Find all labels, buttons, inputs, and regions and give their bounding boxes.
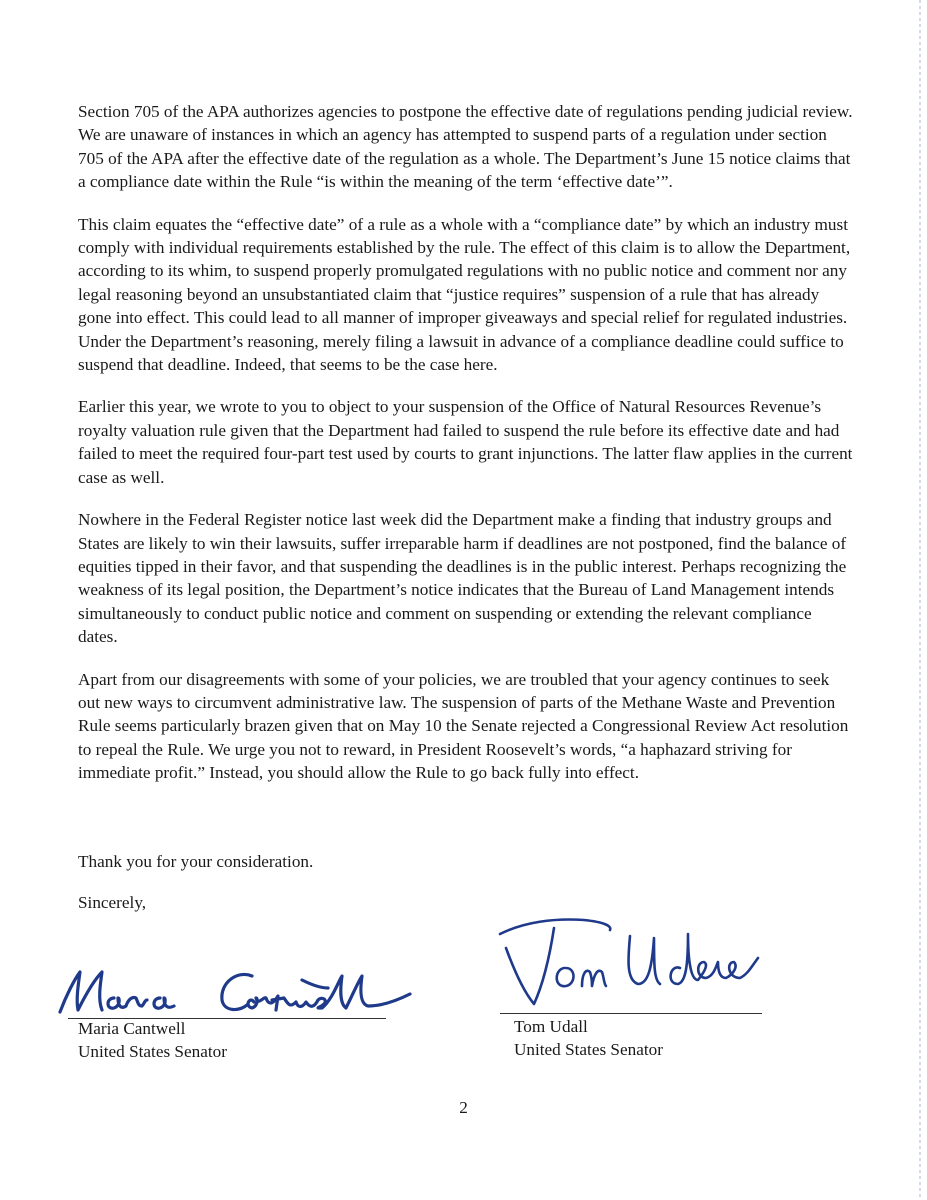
signer-title-cantwell: United States Senator	[78, 1042, 227, 1061]
signer-name-udall: Tom Udall	[514, 1017, 588, 1036]
paragraph-administrative-law: Apart from our disagreements with some of your policies, we are troubled that your agency continues to seek out new ways to circumvent administrative law. The suspension of parts of the Methane Waste and Prevention Rule seems particularly brazen given that on May 10 the Senate rejected a Congressional Review Act resolution to repeal the Rule. We urge you not to reward, in President Roosevelt’s words, “a haphazard striving for immediate profit.” Instead, you should allow the Rule to go back fully into effect.	[78, 669, 849, 783]
paragraph-section-705: Section 705 of the APA authorizes agencies to postpone the effective date of regulations pending judicial review. We are unaware of instances in which an agency has attempted to suspend parts of a regulation under section 705 of the APA after the effective date of the regulation as a whole. The Department’s June 15 notice claims that a compliance date within the Rule “is within the meaning of the term ‘effective date’”.	[78, 102, 853, 192]
paragraph-prior-letter: Earlier this year, we wrote to you to object to your suspension of the Office of Natural Resources Revenue’s royalty valuation rule given that the Department had failed to suspend the rule before its effective date and had failed to meet the required four-part test used by courts to grant injunctions. The latter flaw applies in the current case as well.	[78, 397, 853, 487]
signature-line-udall	[500, 1013, 762, 1014]
signer-title-udall: United States Senator	[514, 1040, 663, 1059]
letter-body	[78, 100, 853, 804]
signature-udall-image	[494, 908, 784, 1008]
paragraph-effective-date-claim: This claim equates the “effective date” of a rule as a whole with a “compliance date” by which an industry must comply with individual requirements established by the rule. The effect of this claim is to allow the Department, according to its whim, to suspend properly promulgated regulations with no public notice and comment nor any legal reasoning beyond an unsubstantiated claim that “justice requires” suspension of a rule that has already gone into effect. This could lead to all manner of improper giveaways and special relief for regulated industries. Under the Department’s reasoning, merely filing a lawsuit in advance of a compliance deadline could suffice to suspend that deadline. Indeed, that seems to be the case here.	[78, 214, 851, 375]
scan-edge-artifact	[919, 0, 921, 1200]
paragraph-federal-register: Nowhere in the Federal Register notice last week did the Department make a finding that industry groups and States are likely to win their lawsuits, suffer irreparable harm if deadlines are not postponed, find the balance of equities tipped in their favor, and that suspending the deadlines is in the public interest. Perhaps recognizing the weakness of its legal position, the Department’s notice indicates that the Bureau of Land Management intends simultaneously to conduct public notice and comment on suspending or extending the relevant compliance dates.	[78, 510, 847, 647]
closing-line: Thank you for your consideration.	[78, 852, 314, 871]
signoff: Sincerely,	[78, 893, 147, 912]
signer-name-cantwell: Maria Cantwell	[78, 1019, 186, 1038]
page-number: 2	[459, 1098, 468, 1117]
signature-cantwell-image	[52, 960, 412, 1022]
